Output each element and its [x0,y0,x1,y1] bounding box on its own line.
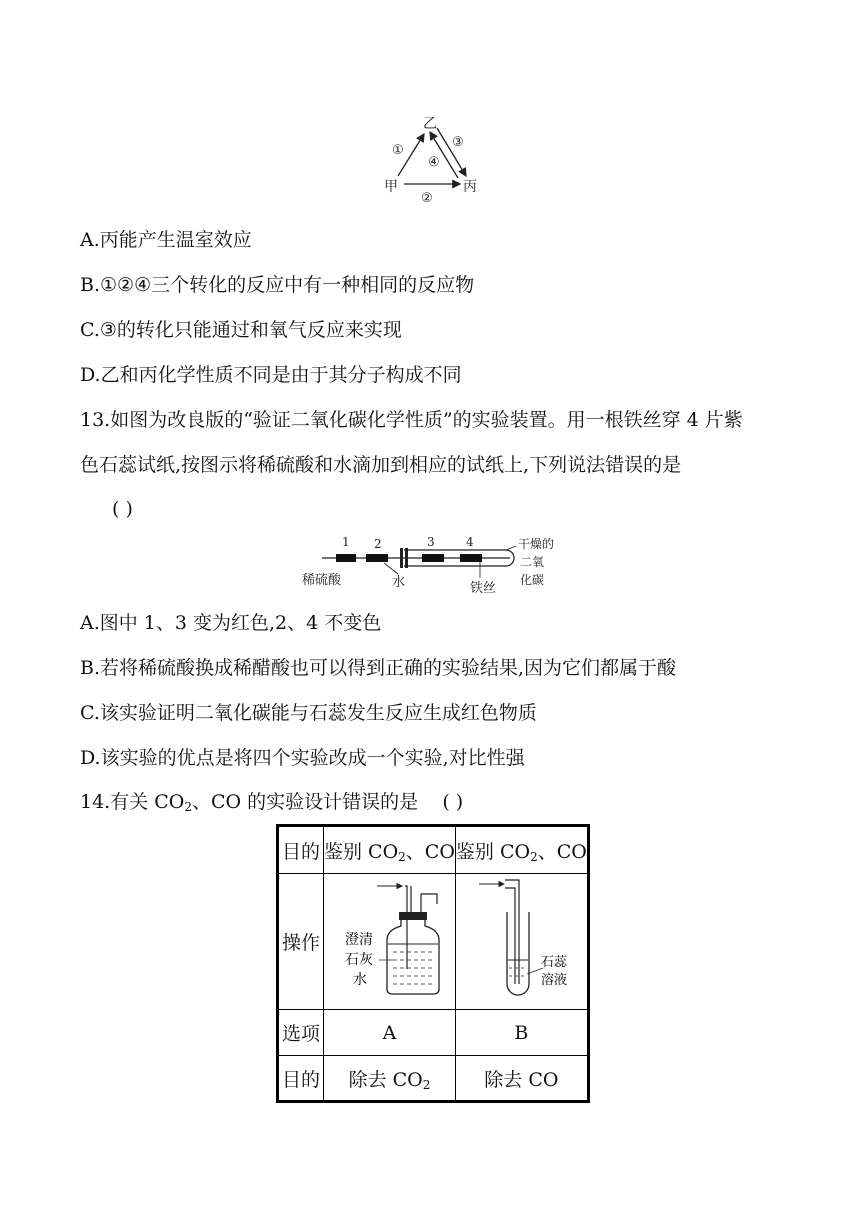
q13-option-d: D.该实验的优点是将四个实验改成一个实验,对比性强 [80,747,525,769]
q12-option-b: B.①②④三个转化的反应中有一种相同的反应物 [80,274,475,296]
q12-option-d: D.乙和丙化学性质不同是由于其分子构成不同 [80,364,462,386]
arrow-label-1: ① [392,143,404,158]
q14-stem-mid: 、CO 的实验设计错误的是 [192,791,419,813]
q13-option-a: A.图中 1、3 变为红色,2、4 不变色 [80,612,382,634]
arrow-label-3: ③ [452,135,464,150]
node-bing: 丙 [463,179,477,195]
q12-option-c: C.③的转化只能通过和氧气反应来实现 [80,319,402,341]
row-label-purpose: 目的 [278,826,324,874]
label-limewater-3: 水 [353,972,368,988]
q14-stem-prefix: 14.有关 CO [80,791,185,813]
operation-b-figure [455,874,588,1010]
node-yi: 乙 [423,116,437,132]
purpose-b: 鉴别 $CO_2$、CO [455,826,588,874]
option-a-cell: A [324,1010,456,1056]
table-row-operation [278,874,589,1010]
label-co2-line1: 干燥的 [518,537,555,551]
label-limewater-1: 澄清 [345,932,374,948]
q14-experiment-table [276,824,590,1103]
label-litmus-2: 溶液 [541,973,568,988]
washing-bottle-diagram [327,874,451,1004]
q13-apparatus-figure [300,532,570,594]
node-jia: 甲 [384,179,398,195]
label-limewater-2: 石灰 [345,952,374,968]
label-co2-line3: 化碳 [520,573,545,587]
purpose-a: 鉴别 $CO_2$、CO [324,826,456,874]
strip-number-1: 1 [342,535,350,549]
goal-a: 除去 $CO_2$ [324,1056,456,1102]
strip-number-3: 3 [427,535,435,549]
table-row-goal [278,1056,589,1102]
option-b-cell: B [455,1010,588,1056]
arrow-label-4: ④ [428,155,440,170]
strip-number-2: 2 [374,537,382,551]
q14-answer-blank: ( ) [442,791,464,813]
q12-transformation-diagram [370,108,500,208]
goal-b: 除去 CO [455,1056,588,1102]
q13-answer-blank: ( ) [112,498,133,520]
arrow-label-2: ② [421,191,433,206]
label-litmus-1: 石蕊 [541,955,568,970]
label-water: 水 [392,575,406,590]
strip-number-4: 4 [466,535,474,549]
table-row-option [278,1010,589,1056]
q13-stem-line1: 13.如图为改良版的“验证二氧化碳化学性质”的实验装置。用一根铁丝穿 4 片紫 [80,409,743,431]
test-tube-diagram [459,874,583,1004]
q13-option-b: B.若将稀硫酸换成稀醋酸也可以得到正确的实验结果,因为它们都属于酸 [80,657,677,679]
q13-stem-line2: 色石蕊试纸,按图示将稀硫酸和水滴加到相应的试纸上,下列说法错误的是 [80,454,682,476]
label-dilute-sulfuric-acid: 稀硫酸 [302,573,342,588]
row-label-operation: 操作 [278,874,324,1010]
q14-stem [80,790,463,819]
operation-a-figure [324,874,456,1010]
label-iron-wire: 铁丝 [470,581,497,594]
q13-option-c: C.该实验证明二氧化碳能与石蕊发生反应生成红色物质 [80,702,537,724]
row-label-option: 选项 [278,1010,324,1056]
q12-option-a: A.丙能产生温室效应 [80,229,252,251]
table-row-purpose [278,826,589,874]
row-label-goal: 目的 [278,1056,324,1102]
q14-stem-subscript: 2 [184,800,193,814]
label-co2-line2: 二氧 [520,555,545,569]
